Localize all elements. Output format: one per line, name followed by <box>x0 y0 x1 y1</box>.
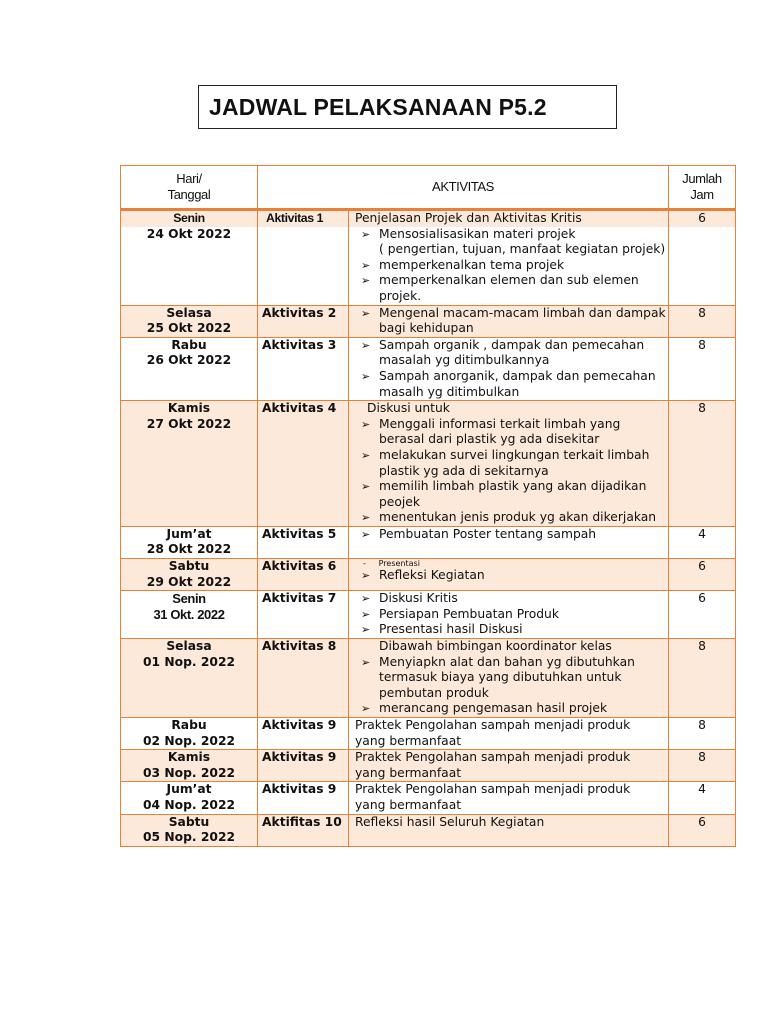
day-date: 04 Nop. 2022 <box>142 797 236 812</box>
day-cell <box>121 639 258 718</box>
hours-cell: 8 <box>669 401 736 527</box>
hours-cell: 8 <box>669 750 736 782</box>
activity-title: Praktek Pengolahan sampah menjadi produk yang bermanfaat <box>355 782 631 812</box>
day-date: 01 Nop. 2022 <box>142 654 236 669</box>
activity-intro: Dibawah bimbingan koordinator kelas <box>379 639 612 654</box>
activity-label: Aktivitas 3 <box>258 337 349 400</box>
activity-detail <box>349 526 669 558</box>
day-name: Sabtu <box>168 814 210 829</box>
day-date: 31 Okt. 2022 <box>153 606 225 622</box>
list-item: ➢ menentukan jenis produk yg akan dikerjakan <box>355 510 668 526</box>
list-item: ➢ merancang pengemasan hasil projek <box>355 701 668 717</box>
hours-cell: 4 <box>669 526 736 558</box>
hours-cell <box>669 210 736 306</box>
table-row <box>121 305 736 337</box>
table-row <box>121 210 736 306</box>
activity-detail <box>349 782 669 814</box>
day-name: Sabtu <box>168 559 210 574</box>
hours-cell: 6 <box>669 559 736 591</box>
page-title: JADWAL PELAKSANAAN P5.2 <box>209 93 547 120</box>
activity-title: Penjelasan Projek dan Aktivitas Kritis <box>349 211 668 227</box>
table-row <box>121 559 736 591</box>
day-name: Selasa <box>166 305 212 320</box>
day-cell <box>121 337 258 400</box>
day-cell <box>121 718 258 750</box>
hours-cell: 6 <box>669 591 736 639</box>
small-note: - Presentasi <box>363 559 420 569</box>
activity-bullets <box>349 655 668 717</box>
day-cell <box>121 526 258 558</box>
day-cell <box>121 401 258 527</box>
day-date: 25 Okt 2022 <box>146 321 232 336</box>
list-item: ➢ Refleksi Kegiatan <box>355 568 668 584</box>
activity-bullets <box>349 417 668 526</box>
hours-cell: 8 <box>669 305 736 337</box>
day-date: 29 Okt 2022 <box>146 574 232 589</box>
day-name: Rabu <box>171 337 207 352</box>
activity-detail <box>349 591 669 639</box>
list-item: ➢ Sampah organik , dampak dan pemecahan masalah yg ditimbulkannya <box>355 338 668 369</box>
day-cell <box>121 814 258 846</box>
activity-label: Aktivitas 9 <box>258 782 349 814</box>
table-row <box>121 718 736 750</box>
day-cell <box>121 782 258 814</box>
list-item: ➢ memperkenalkan tema projek <box>355 258 668 274</box>
day-date: 28 Okt 2022 <box>146 542 232 557</box>
day-name: Selasa <box>166 639 212 654</box>
day-date: 02 Nop. 2022 <box>142 733 236 748</box>
day-name: Jum’at <box>166 782 212 797</box>
hours-value: 6 <box>669 211 735 227</box>
header-hours: Jumlah Jam <box>669 166 736 210</box>
activity-bullets <box>349 306 668 337</box>
activity-detail <box>349 401 669 527</box>
activity-detail <box>349 559 669 591</box>
bullet-note: ( pengertian, tujuan, manfaat kegiatan projek) <box>379 242 666 257</box>
activity-bullets <box>349 527 668 543</box>
hours-cell: 8 <box>669 718 736 750</box>
activity-label: Aktivitas 7 <box>258 591 349 639</box>
activity-detail <box>349 750 669 782</box>
list-item: ➢ Menggali informasi terkait limbah yang berasal dari plastik yg ada disekitar <box>355 417 668 448</box>
day-name: Rabu <box>171 718 207 732</box>
day-name: Kamis <box>167 750 211 765</box>
list-item <box>355 227 668 258</box>
day-name: Jum’at <box>166 526 212 541</box>
activity-label: Aktivitas 4 <box>258 401 349 527</box>
schedule-table <box>120 165 736 847</box>
activity-detail <box>349 639 669 718</box>
table-row <box>121 401 736 527</box>
table-row <box>121 814 736 846</box>
activity-detail <box>349 210 669 306</box>
activity-label: Aktivitas 8 <box>258 639 349 718</box>
hours-cell: 8 <box>669 639 736 718</box>
table-row <box>121 639 736 718</box>
activity-bullets <box>349 568 668 584</box>
day-date: 03 Nop. 2022 <box>142 765 236 780</box>
day-cell <box>121 591 258 639</box>
activity-label <box>258 210 349 306</box>
table-header-row <box>121 166 736 210</box>
activity-label-text: Aktivitas 1 <box>258 211 348 227</box>
table-row <box>121 782 736 814</box>
list-item: ➢ Presentasi hasil Diskusi <box>355 622 668 638</box>
title-box <box>198 85 617 129</box>
activity-label: Aktivitas 9 <box>258 750 349 782</box>
activity-bullets <box>349 227 668 305</box>
activity-bullets <box>349 591 668 638</box>
list-item: ➢ Pembuatan Poster tentang sampah <box>355 527 668 543</box>
list-item: ➢ Menyiapkn alat dan bahan yg dibutuhkan termasuk biaya yang dibutuhkan untuk pembutan produk <box>355 655 668 702</box>
day-date: 24 Okt 2022 <box>146 226 232 241</box>
day-date: 27 Okt 2022 <box>146 416 232 431</box>
day-name: Senin <box>172 591 206 607</box>
activity-detail <box>349 814 669 846</box>
day-name: Senin <box>121 211 257 227</box>
table-row <box>121 750 736 782</box>
table-row <box>121 337 736 400</box>
activity-label: Aktivitas 6 <box>258 559 349 591</box>
activity-label: Aktivitas 2 <box>258 305 349 337</box>
list-item: ➢ melakukan survei lingkungan terkait limbah plastik yg ada di sekitarnya <box>355 448 668 479</box>
activity-intro: Diskusi untuk <box>367 401 450 416</box>
table-row <box>121 526 736 558</box>
activity-label: Aktivitas 5 <box>258 526 349 558</box>
day-cell <box>121 305 258 337</box>
list-item: ➢ Persiapan Pembuatan Produk <box>355 607 668 623</box>
activity-title: Praktek Pengolahan sampah menjadi produk yang bermanfaat <box>355 750 631 780</box>
day-date: 26 Okt 2022 <box>146 353 232 368</box>
list-item: ➢ Mengenal macam-macam limbah dan dampak bagi kehidupan <box>355 306 668 337</box>
activity-label: Aktifitas 10 <box>258 814 349 846</box>
header-day: Hari/ Tanggal <box>121 166 258 210</box>
day-cell <box>121 750 258 782</box>
activity-label: Aktivitas 9 <box>258 718 349 750</box>
day-name: Kamis <box>167 401 211 416</box>
hours-cell: 8 <box>669 337 736 400</box>
day-date: 05 Nop. 2022 <box>142 830 236 845</box>
day-cell <box>121 559 258 591</box>
activity-detail <box>349 718 669 750</box>
activity-detail <box>349 305 669 337</box>
activity-bullets <box>349 338 668 400</box>
list-item: ➢ memperkenalkan elemen dan sub elemen projek. <box>355 273 668 304</box>
activity-title: Refleksi hasil Seluruh Kegiatan <box>355 814 545 829</box>
activity-title: Praktek Pengolahan sampah menjadi produk yang bermanfaat <box>355 718 631 748</box>
hours-cell: 4 <box>669 782 736 814</box>
list-item: ➢ Diskusi Kritis <box>355 591 668 607</box>
activity-detail <box>349 337 669 400</box>
day-cell <box>121 210 258 306</box>
list-item: ➢ Sampah anorganik, dampak dan pemecahan masalh yg ditimbulkan <box>355 369 668 400</box>
list-item: ➢ memilih limbah plastik yang akan dijadikan peojek <box>355 479 668 510</box>
bullet-text: Mensosialisasikan materi projek <box>379 226 576 241</box>
hours-cell: 6 <box>669 814 736 846</box>
header-activity: AKTIVITAS <box>258 166 669 210</box>
table-row <box>121 591 736 639</box>
